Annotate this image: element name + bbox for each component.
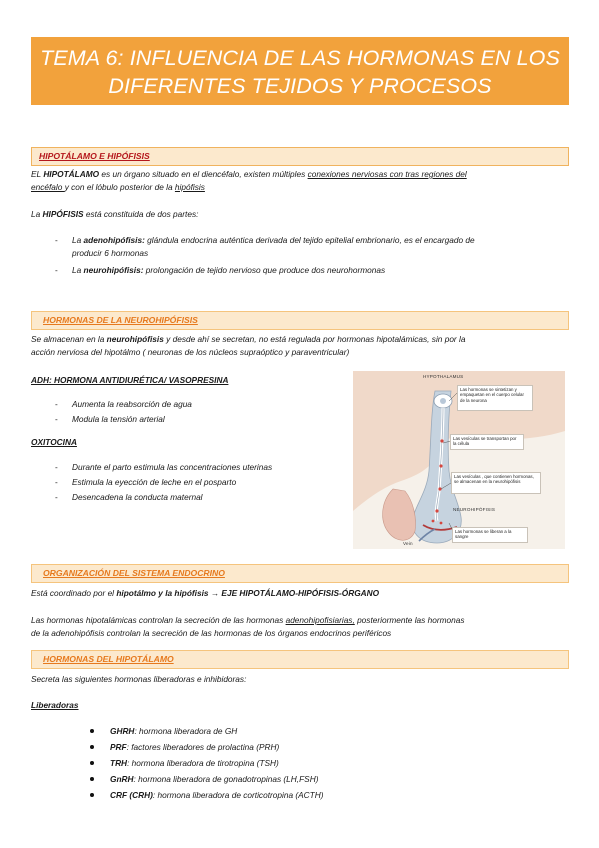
underlined-text: encéfalo [31,182,65,192]
list-item-adh-2: Modula la tensión arterial [72,414,165,424]
underlined-text: hipófisis [174,182,205,192]
list-item-neurohipofisis [72,264,572,277]
subheading-liberadoras: Liberadoras [31,700,79,710]
text: La [72,235,84,245]
bold-term: adenohipófisis: [83,235,145,245]
text: : factores liberadores de prolactina (PRH) [126,742,280,752]
text: Se almacenan en la [31,334,107,344]
text: : hormona liberadora de corticotropina (ACTH) [152,790,324,800]
bullet-dash: - [55,414,58,424]
bullet-dash: - [55,265,58,275]
text: y desde ahí se secretan, no está regulada por hormonas hipotalámicas, sin por la [163,334,466,344]
list-item-ghrh [110,725,237,738]
document-title [31,37,569,105]
paragraph-eje [31,587,379,600]
section-heading-neurohipofisis: HORMONAS DE LA NEUROHIPÓFISIS [31,311,569,330]
text: EL [31,169,44,179]
text: posteriormente las hormonas [354,615,465,625]
text: glándula endocrina auténtica derivada del tejido epitelial embrionario, es el encargado de [144,235,475,245]
paragraph-control-hormonal [31,614,576,640]
text: La [31,209,43,219]
text: : hormona liberadora de gonadotropinas (LH,FSH) [133,774,319,784]
hormone-abbr: CRF (CRH) [110,790,153,800]
bullet-dot [90,729,94,733]
label-neurohipofisis: NEUROHIPÓFISIS [453,507,496,512]
list-item-adh-1: Aumenta la reabsorción de agua [72,399,192,409]
bullet-dash: - [55,492,58,502]
list-item-oxitocina-3: Desencadena la conducta maternal [72,492,203,502]
list-item-adenohipofisis [72,234,572,260]
bold-term: hipotálmo y la hipófisis → EJE HIPOTÁLAMO-HIPÓFISIS-ÓRGANO [116,588,380,598]
text: prolongación de tejido nervioso que produce dos neurohormonas [143,265,386,275]
bold-term: neurohipófisis [106,334,164,344]
list-item-oxitocina-2: Estimula la eyección de leche en el posparto [72,477,237,487]
text: acción nerviosa del hipotálmo ( neuronas de los núcleos supraóptico y paraventricular) [31,347,350,357]
list-item-gnrh [110,773,318,786]
hormone-abbr: PRF [110,742,127,752]
callout-sintesis: Las hormonas se sintetizan y empaquetan en el cuerpo celular de la neurona [457,385,533,411]
text: está constituida de dos partes: [83,209,199,219]
bullet-dash: - [55,477,58,487]
label-vein: Vein [403,541,413,546]
text: : hormona liberadora de tirotropina (TSH) [127,758,279,768]
text: : hormona liberadora de GH [134,726,238,736]
bullet-dash: - [55,399,58,409]
section-heading-hormonas-hipotalamo: HORMONAS DEL HIPOTÁLAMO [31,650,569,669]
bullet-dot [90,777,94,781]
text: Está coordinado por el [31,588,117,598]
bullet-dash: - [55,235,58,245]
callout-liberacion: Las hormonas se liberan a la sangre [452,527,528,543]
bold-term: HIPÓFISIS [42,209,84,219]
neurohipofisis-diagram [353,371,565,549]
text: Las hormonas hipotalámicas controlan la secreción de las hormonas [31,615,286,625]
bullet-dot [90,761,94,765]
subheading-oxitocina: OXITOCINA [31,437,77,447]
paragraph-hipotalamo [31,168,571,194]
list-item-trh [110,757,279,770]
hormone-abbr: GnRH [110,774,134,784]
list-item-crf [110,789,323,802]
title-line-2: DIFERENTES TEJIDOS Y PROCESOS [108,74,492,98]
section-heading-hipotalamo-hipofisis: HIPOTÁLAMO E HIPÓFISIS [31,147,569,166]
label-hypothalamus: HYPOTHALAMUS [423,374,464,379]
list-item-oxitocina-1: Durante el parto estimula las concentraciones uterinas [72,462,273,472]
callout-transporte: Las vesículas se transportan por la célula [450,434,524,450]
section-heading-sistema-endocrino: ORGANIZACIÓN DEL SISTEMA ENDOCRINO [31,564,569,583]
list-item-prf [110,741,279,754]
subheading-adh: ADH: HORMONA ANTIDIURÉTICA/ VASOPRESINA [31,375,229,385]
bold-term: HIPOTÁLAMO [43,169,100,179]
title-line-1: TEMA 6: INFLUENCIA DE LAS HORMONAS EN LOS [40,46,560,70]
hormone-abbr: TRH [110,758,128,768]
bullet-dot [90,793,94,797]
text: La [72,265,84,275]
callout-almacenamiento: Las vesículas , que contienen hormonas, se almacenan en la neurohipófisis [451,472,541,494]
text: de la adenohipófisis controlan la secreción de las hormonas de los órganos endocrinos periféricos [31,628,392,638]
underlined-text: conexiones nerviosas con tras regiones del [307,169,467,179]
hormone-abbr: GHRH [110,726,135,736]
paragraph-secreta: Secreta las siguientes hormonas liberadoras e inhibidoras: [31,674,247,684]
paragraph-neurohipofisis [31,333,576,359]
text: es un órgano situado en el diencéfalo, existen múltiples [99,169,308,179]
paragraph-hipofisis [31,208,198,221]
bold-term: neurohipófisis: [83,265,144,275]
text: y con el lóbulo posterior de la [64,182,175,192]
bullet-dash: - [55,462,58,472]
underlined-text: adenohipofisiarias, [285,615,355,625]
bullet-dot [90,745,94,749]
text: producir 6 hormonas [72,248,149,258]
